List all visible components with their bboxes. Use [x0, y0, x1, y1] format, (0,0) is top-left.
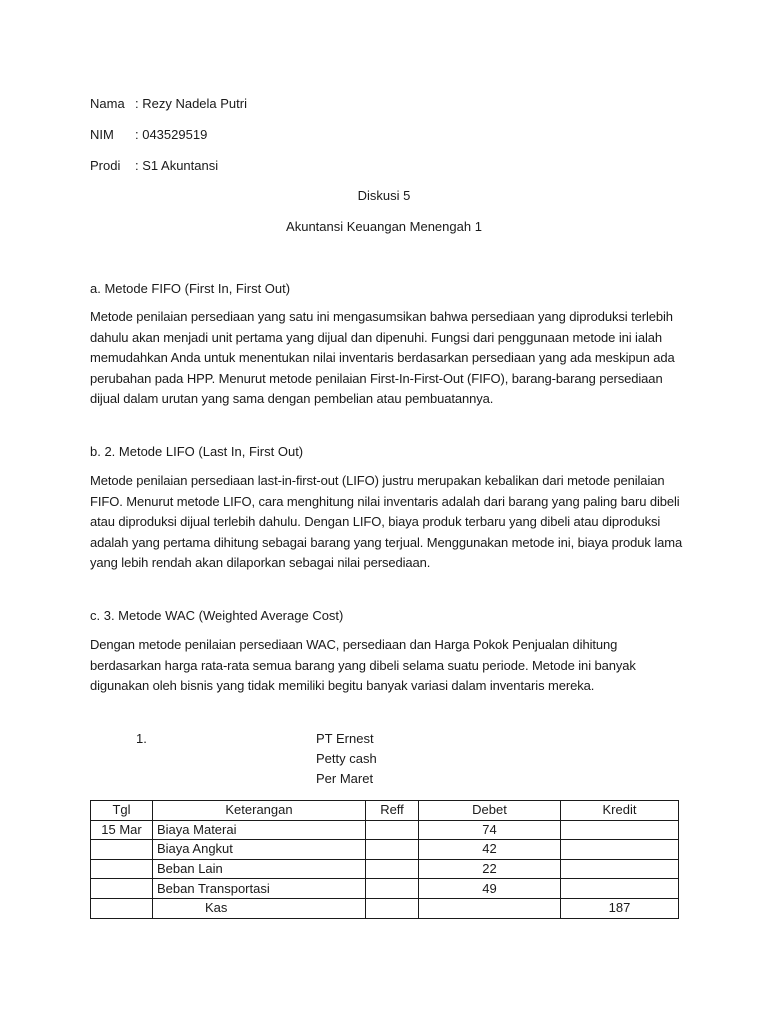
period-label: Per Maret: [316, 771, 374, 786]
prodi-value: : S1 Akuntansi: [135, 158, 219, 173]
cell-tgl: [91, 898, 153, 918]
table-row: [91, 898, 679, 918]
section-body-lifo: Metode penilaian persediaan last-in-first-out (LIFO) justru merupakan kebalikan dari metode penilaian FIFO. Menurut metode LIFO, cara menghitung nilai inventaris adalah dari barang yang paling baru dibeli atau diproduksi dijual terlebih dahulu. Dengan LIFO, biaya produk terbaru yang dibeli atau diproduksi adalah yang pertama dihitung sebagai barang yang terjual. Menggunakan metode ini, biaya produk lama yang lebih rendah akan dilaporkan sebagai nilai persediaan.: [90, 473, 683, 571]
header-kredit: Kredit: [561, 801, 679, 821]
cell-tgl: [91, 859, 153, 879]
cell-kredit: 187: [561, 898, 679, 918]
company-name: PT Ernest: [316, 731, 374, 746]
cell-keterangan: Biaya Angkut: [153, 840, 366, 860]
cell-debet: 74: [419, 820, 561, 840]
cell-reff: [366, 820, 419, 840]
header-reff: Reff: [366, 801, 419, 821]
cell-reff: [366, 859, 419, 879]
problem-number: 1.: [136, 731, 147, 746]
cell-reff: [366, 879, 419, 899]
prodi-label: Prodi: [90, 158, 121, 173]
cell-kredit: [561, 820, 679, 840]
name-value: : Rezy Nadela Putri: [135, 96, 247, 111]
table-row: [91, 879, 679, 899]
cell-debet: 42: [419, 840, 561, 860]
cell-debet: [419, 898, 561, 918]
cell-keterangan: Kas: [153, 898, 366, 918]
cell-reff: [366, 840, 419, 860]
nim-value: : 043529519: [135, 127, 208, 142]
header-tgl: Tgl: [91, 801, 153, 821]
header-keterangan: Keterangan: [153, 801, 366, 821]
section-body-wac: Dengan metode penilaian persediaan WAC, persediaan dan Harga Pokok Penjualan dihitung berdasarkan harga rata-rata semua barang yang dibeli selama suatu periode. Metode ini banyak digunakan oleh bisnis yang tidak memiliki begitu banyak variasi dalam inventaris mereka.: [90, 637, 636, 694]
cell-kredit: [561, 879, 679, 899]
nim-label: NIM: [90, 127, 114, 142]
section-body-fifo: Metode penilaian persediaan yang satu ini mengasumsikan bahwa persediaan yang diproduksi terlebih dahulu akan menjadi unit pertama yang dijual dan dipenuhi. Fungsi dari penggunaan metode ini ialah memudahkan Anda untuk menentukan nilai inventaris berdasarkan persediaan yang ada meskipun ada perubahan pada HPP. Menurut metode penilaian First-In-First-Out (FIFO), barang-barang persediaan dijual dalam urutan yang sama dengan pembelian atau pembuatannya.: [90, 309, 675, 407]
table-row: [91, 859, 679, 879]
cell-tgl: 15 Mar: [91, 820, 153, 840]
table-row: [91, 820, 679, 840]
name-label: Nama: [90, 96, 125, 111]
cell-debet: 22: [419, 859, 561, 879]
section-heading-lifo: b. 2. Metode LIFO (Last In, First Out): [90, 444, 304, 459]
header-debet: Debet: [419, 801, 561, 821]
section-heading-wac: c. 3. Metode WAC (Weighted Average Cost): [90, 608, 344, 623]
doc-subtitle: Akuntansi Keuangan Menengah 1: [286, 219, 482, 234]
cell-keterangan: Beban Lain: [153, 859, 366, 879]
cell-kredit: [561, 840, 679, 860]
cell-tgl: [91, 840, 153, 860]
cell-debet: 49: [419, 879, 561, 899]
petty-cash-table: [90, 800, 679, 919]
cell-keterangan: Biaya Materai: [153, 820, 366, 840]
cell-keterangan: Beban Transportasi: [153, 879, 366, 899]
cell-tgl: [91, 879, 153, 899]
doc-title: Diskusi 5: [357, 188, 411, 203]
table-row: [91, 840, 679, 860]
cell-kredit: [561, 859, 679, 879]
cell-reff: [366, 898, 419, 918]
table-header-row: [91, 801, 679, 821]
section-heading-fifo: a. Metode FIFO (First In, First Out): [90, 281, 291, 296]
account-name: Petty cash: [316, 751, 377, 766]
